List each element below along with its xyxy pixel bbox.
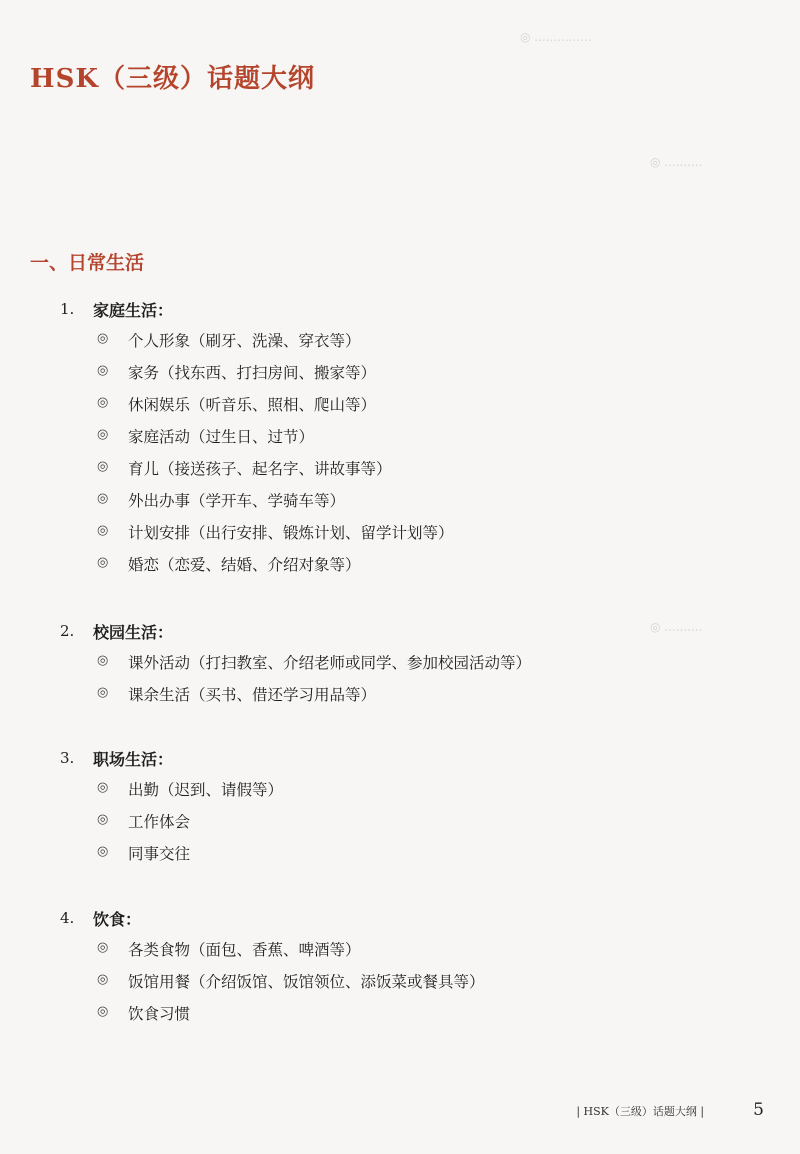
item-text: 家务（找东西、打扫房间、搬家等） <box>128 364 377 382</box>
category-heading <box>0 745 800 775</box>
list-item <box>0 326 800 358</box>
item-text: 各类食物（面包、香蕉、啤酒等） <box>128 941 361 959</box>
list-item <box>0 486 800 518</box>
bullet-icon: ◎ <box>97 459 109 474</box>
category-campus-life <box>0 618 800 712</box>
category-heading <box>0 296 800 326</box>
item-text: 婚恋（恋爱、结婚、介绍对象等） <box>128 556 361 574</box>
bullet-icon: ◎ <box>97 363 109 378</box>
list-item <box>0 935 800 967</box>
list-item <box>0 807 800 839</box>
show-through-text: ◎ ............... <box>520 30 592 44</box>
section-title: 一、日常生活 <box>30 252 145 274</box>
show-through-text: ◎ .......... <box>650 155 703 169</box>
list-item <box>0 839 800 871</box>
item-text: 同事交往 <box>128 845 191 863</box>
bullet-icon: ◎ <box>97 653 109 668</box>
category-label: 家庭生活： <box>93 301 174 320</box>
bullet-icon: ◎ <box>97 395 109 410</box>
item-text: 家庭活动（过生日、过节） <box>128 428 315 446</box>
bullet-icon: ◎ <box>97 972 109 987</box>
bullet-icon: ◎ <box>97 940 109 955</box>
item-text: 个人形象（刷牙、洗澡、穿衣等） <box>128 332 361 350</box>
list-item <box>0 518 800 550</box>
bullet-icon: ◎ <box>97 844 109 859</box>
category-food <box>0 905 800 1031</box>
bullet-icon: ◎ <box>97 331 109 346</box>
category-label: 职场生活： <box>93 750 174 769</box>
category-work-life <box>0 745 800 871</box>
item-text: 饮食习惯 <box>128 1005 191 1023</box>
category-number: 4. <box>60 909 75 927</box>
show-through-text: ◎ .......... <box>650 620 703 634</box>
category-label: 校园生活： <box>93 623 174 642</box>
bullet-icon: ◎ <box>97 812 109 827</box>
category-heading <box>0 618 800 648</box>
bullet-icon: ◎ <box>97 491 109 506</box>
item-text: 计划安排（出行安排、锻炼计划、留学计划等） <box>128 524 454 542</box>
category-number: 3. <box>60 749 75 767</box>
bullet-icon: ◎ <box>97 685 109 700</box>
item-text: 饭馆用餐（介绍饭馆、饭馆领位、添饭菜或餐具等） <box>128 973 485 991</box>
list-item <box>0 422 800 454</box>
footer-title: | HSK（三级）话题大纲 | <box>576 1105 705 1118</box>
item-text: 育儿（接送孩子、起名字、讲故事等） <box>128 460 392 478</box>
page-title: HSK（三级）话题大纲 <box>30 64 315 94</box>
bullet-icon: ◎ <box>97 780 109 795</box>
list-item <box>0 680 800 712</box>
item-text: 休闲娱乐（听音乐、照相、爬山等） <box>128 396 377 414</box>
list-item <box>0 358 800 390</box>
page-number: 5 <box>753 1100 764 1120</box>
category-label: 饮食： <box>93 910 142 929</box>
list-item <box>0 775 800 807</box>
item-text: 课余生活（买书、借还学习用品等） <box>128 686 377 704</box>
item-text: 外出办事（学开车、学骑车等） <box>128 492 346 510</box>
item-text: 工作体会 <box>128 813 191 831</box>
page-footer <box>576 1100 764 1120</box>
item-text: 课外活动（打扫教室、介绍老师或同学、参加校园活动等） <box>128 654 532 672</box>
bullet-icon: ◎ <box>97 555 109 570</box>
category-number: 2. <box>60 622 75 640</box>
category-number: 1. <box>60 300 75 318</box>
bullet-icon: ◎ <box>97 427 109 442</box>
category-family-life <box>0 296 800 582</box>
bullet-icon: ◎ <box>97 523 109 538</box>
list-item <box>0 999 800 1031</box>
bullet-icon: ◎ <box>97 1004 109 1019</box>
list-item <box>0 454 800 486</box>
list-item <box>0 550 800 582</box>
list-item <box>0 967 800 999</box>
item-text: 出勤（迟到、请假等） <box>128 781 284 799</box>
list-item <box>0 390 800 422</box>
category-heading <box>0 905 800 935</box>
list-item <box>0 648 800 680</box>
